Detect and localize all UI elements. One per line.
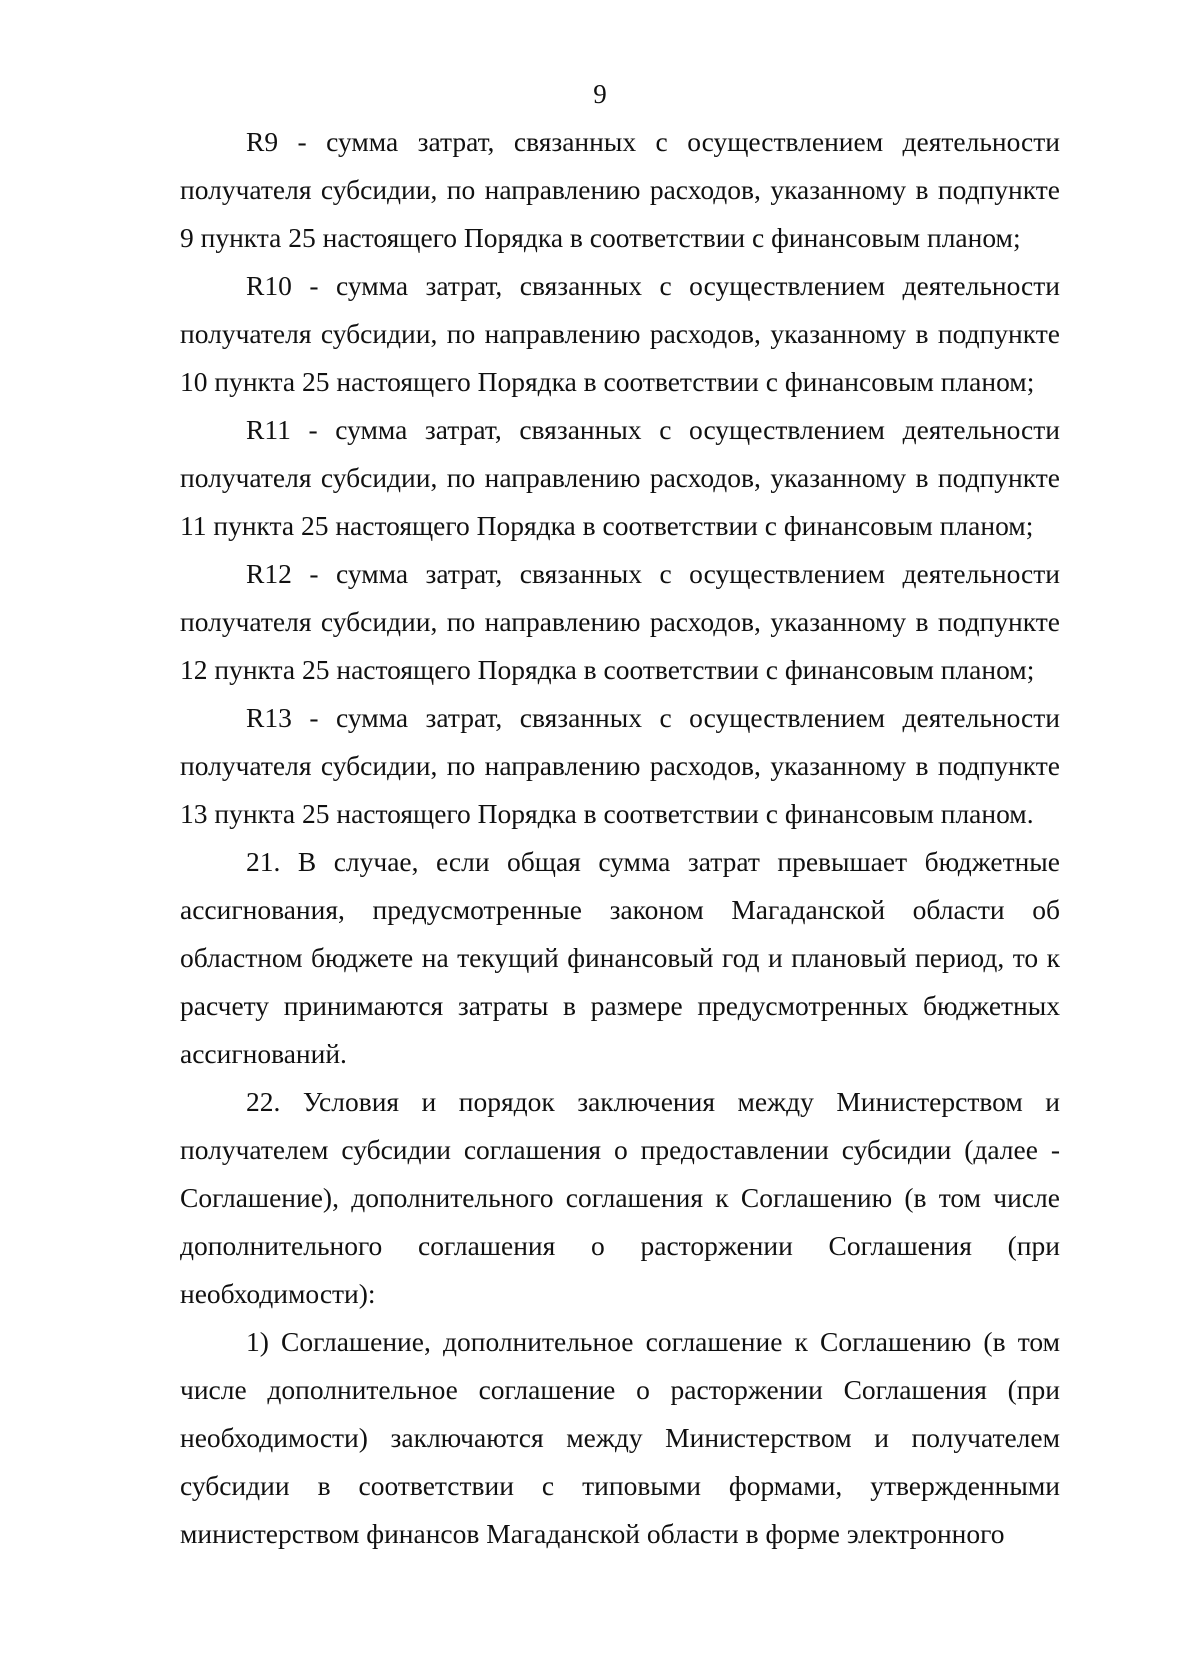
- page-number: 9: [593, 79, 607, 109]
- paragraph-r9: R9 - сумма затрат, связанных с осуществлением деятельности получателя субсидии, по направлению расходов, указанному в подпункте 9 пункта 25 настоящего Порядка в соответствии с финансовым планом;: [180, 126, 1060, 253]
- paragraph-22: 22. Условия и порядок заключения между Министерством и получателем субсидии соглашения о предоставлении субсидии (далее - Соглашение), дополнительного соглашения к Соглашению (в том числе дополнительного соглашения о расторжении Соглашения (при необходимости):: [180, 1086, 1060, 1309]
- paragraph-r10: R10 - сумма затрат, связанных с осуществлением деятельности получателя субсидии, по направлению расходов, указанному в подпункте 10 пункта 25 настоящего Порядка в соответствии с финансовым планом;: [180, 270, 1060, 397]
- document-body: [180, 118, 1060, 1558]
- paragraph-22-1: 1) Соглашение, дополнительное соглашение к Соглашению (в том числе дополнительное соглашение о расторжении Соглашения (при необходимости) заключаются между Министерством и получателем субсидии в соответствии с типовыми формами, утвержденными министерством финансов Магаданской области в форме электронного: [180, 1326, 1060, 1549]
- paragraph-21: 21. В случае, если общая сумма затрат превышает бюджетные ассигнования, предусмотренные законом Магаданской области об областном бюджете на текущий финансовый год и плановый период, то к расчету принимаются затраты в размере предусмотренных бюджетных ассигнований.: [180, 846, 1060, 1069]
- paragraph-r12: R12 - сумма затрат, связанных с осуществлением деятельности получателя субсидии, по направлению расходов, указанному в подпункте 12 пункта 25 настоящего Порядка в соответствии с финансовым планом;: [180, 558, 1060, 685]
- paragraph-r13: R13 - сумма затрат, связанных с осуществлением деятельности получателя субсидии, по направлению расходов, указанному в подпункте 13 пункта 25 настоящего Порядка в соответствии с финансовым планом.: [180, 702, 1060, 829]
- paragraph-r11: R11 - сумма затрат, связанных с осуществлением деятельности получателя субсидии, по направлению расходов, указанному в подпункте 11 пункта 25 настоящего Порядка в соответствии с финансовым планом;: [180, 414, 1060, 541]
